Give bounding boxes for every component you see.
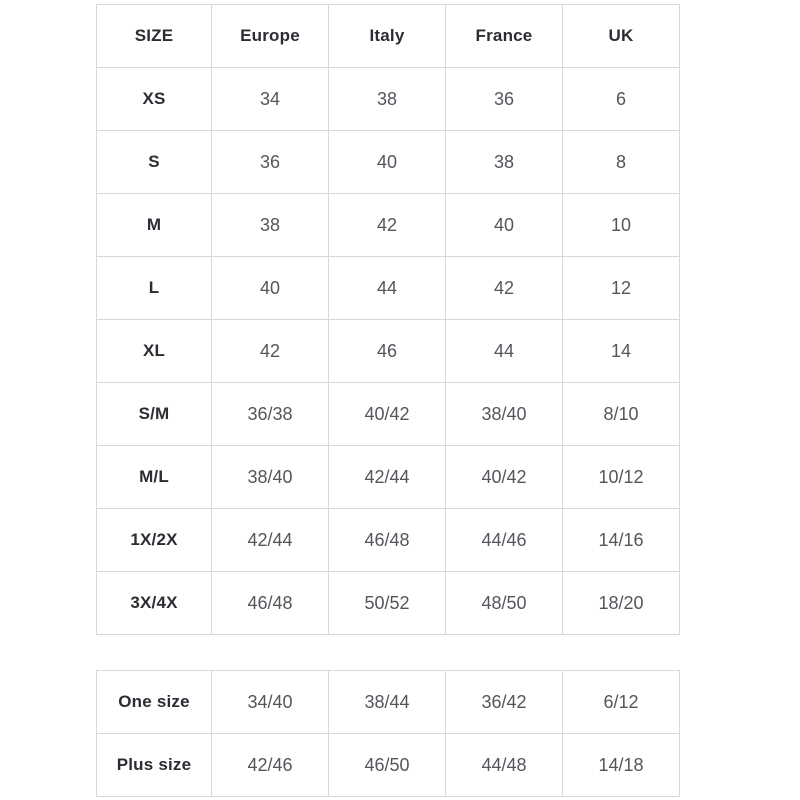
size-value: 18/20 [563, 572, 680, 635]
size-value: 36 [212, 131, 329, 194]
size-value: 36/42 [446, 671, 563, 734]
table-row-3x4x [97, 572, 680, 635]
table-row-l [97, 257, 680, 320]
size-label: XS [97, 68, 212, 131]
size-value: 8/10 [563, 383, 680, 446]
size-value: 46/48 [329, 509, 446, 572]
size-value: 38/40 [446, 383, 563, 446]
size-label: One size [97, 671, 212, 734]
size-value: 10 [563, 194, 680, 257]
size-label: 1X/2X [97, 509, 212, 572]
table-row-one-size [97, 671, 680, 734]
size-value: 38 [446, 131, 563, 194]
size-value: 34/40 [212, 671, 329, 734]
size-value: 38/44 [329, 671, 446, 734]
table-row-s [97, 131, 680, 194]
size-value: 14/16 [563, 509, 680, 572]
size-value: 44/46 [446, 509, 563, 572]
table-row-xs [97, 68, 680, 131]
size-value: 46/50 [329, 734, 446, 797]
size-value: 38 [212, 194, 329, 257]
size-label: M/L [97, 446, 212, 509]
table-row-sm [97, 383, 680, 446]
size-value: 36 [446, 68, 563, 131]
table-row-1x2x [97, 509, 680, 572]
size-label: L [97, 257, 212, 320]
size-value: 48/50 [446, 572, 563, 635]
size-value: 40/42 [446, 446, 563, 509]
size-label: XL [97, 320, 212, 383]
size-value: 46/48 [212, 572, 329, 635]
size-value: 42/44 [212, 509, 329, 572]
table-row-m [97, 194, 680, 257]
size-value: 42 [212, 320, 329, 383]
size-value: 42/46 [212, 734, 329, 797]
size-value: 34 [212, 68, 329, 131]
column-header-italy: Italy [329, 5, 446, 68]
size-value: 42 [446, 257, 563, 320]
size-value: 40 [446, 194, 563, 257]
table-row-ml [97, 446, 680, 509]
special-sizes-table [96, 670, 680, 797]
size-value: 12 [563, 257, 680, 320]
size-value: 8 [563, 131, 680, 194]
size-label: S/M [97, 383, 212, 446]
size-value: 40 [212, 257, 329, 320]
table-row-plus-size [97, 734, 680, 797]
column-header-uk: UK [563, 5, 680, 68]
column-header-france: France [446, 5, 563, 68]
size-value: 44 [329, 257, 446, 320]
size-value: 42 [329, 194, 446, 257]
table-row-xl [97, 320, 680, 383]
size-value: 6/12 [563, 671, 680, 734]
size-value: 38/40 [212, 446, 329, 509]
size-value: 38 [329, 68, 446, 131]
size-value: 40/42 [329, 383, 446, 446]
size-label: M [97, 194, 212, 257]
size-chart-page [96, 0, 680, 797]
size-value: 44 [446, 320, 563, 383]
column-header-size: SIZE [97, 5, 212, 68]
header-row [97, 5, 680, 68]
size-value: 36/38 [212, 383, 329, 446]
size-value: 40 [329, 131, 446, 194]
size-value: 46 [329, 320, 446, 383]
size-value: 10/12 [563, 446, 680, 509]
size-conversion-table [96, 4, 680, 635]
size-label: 3X/4X [97, 572, 212, 635]
size-value: 42/44 [329, 446, 446, 509]
column-header-europe: Europe [212, 5, 329, 68]
size-value: 44/48 [446, 734, 563, 797]
size-value: 14/18 [563, 734, 680, 797]
size-value: 50/52 [329, 572, 446, 635]
size-label: Plus size [97, 734, 212, 797]
size-value: 14 [563, 320, 680, 383]
size-value: 6 [563, 68, 680, 131]
size-label: S [97, 131, 212, 194]
